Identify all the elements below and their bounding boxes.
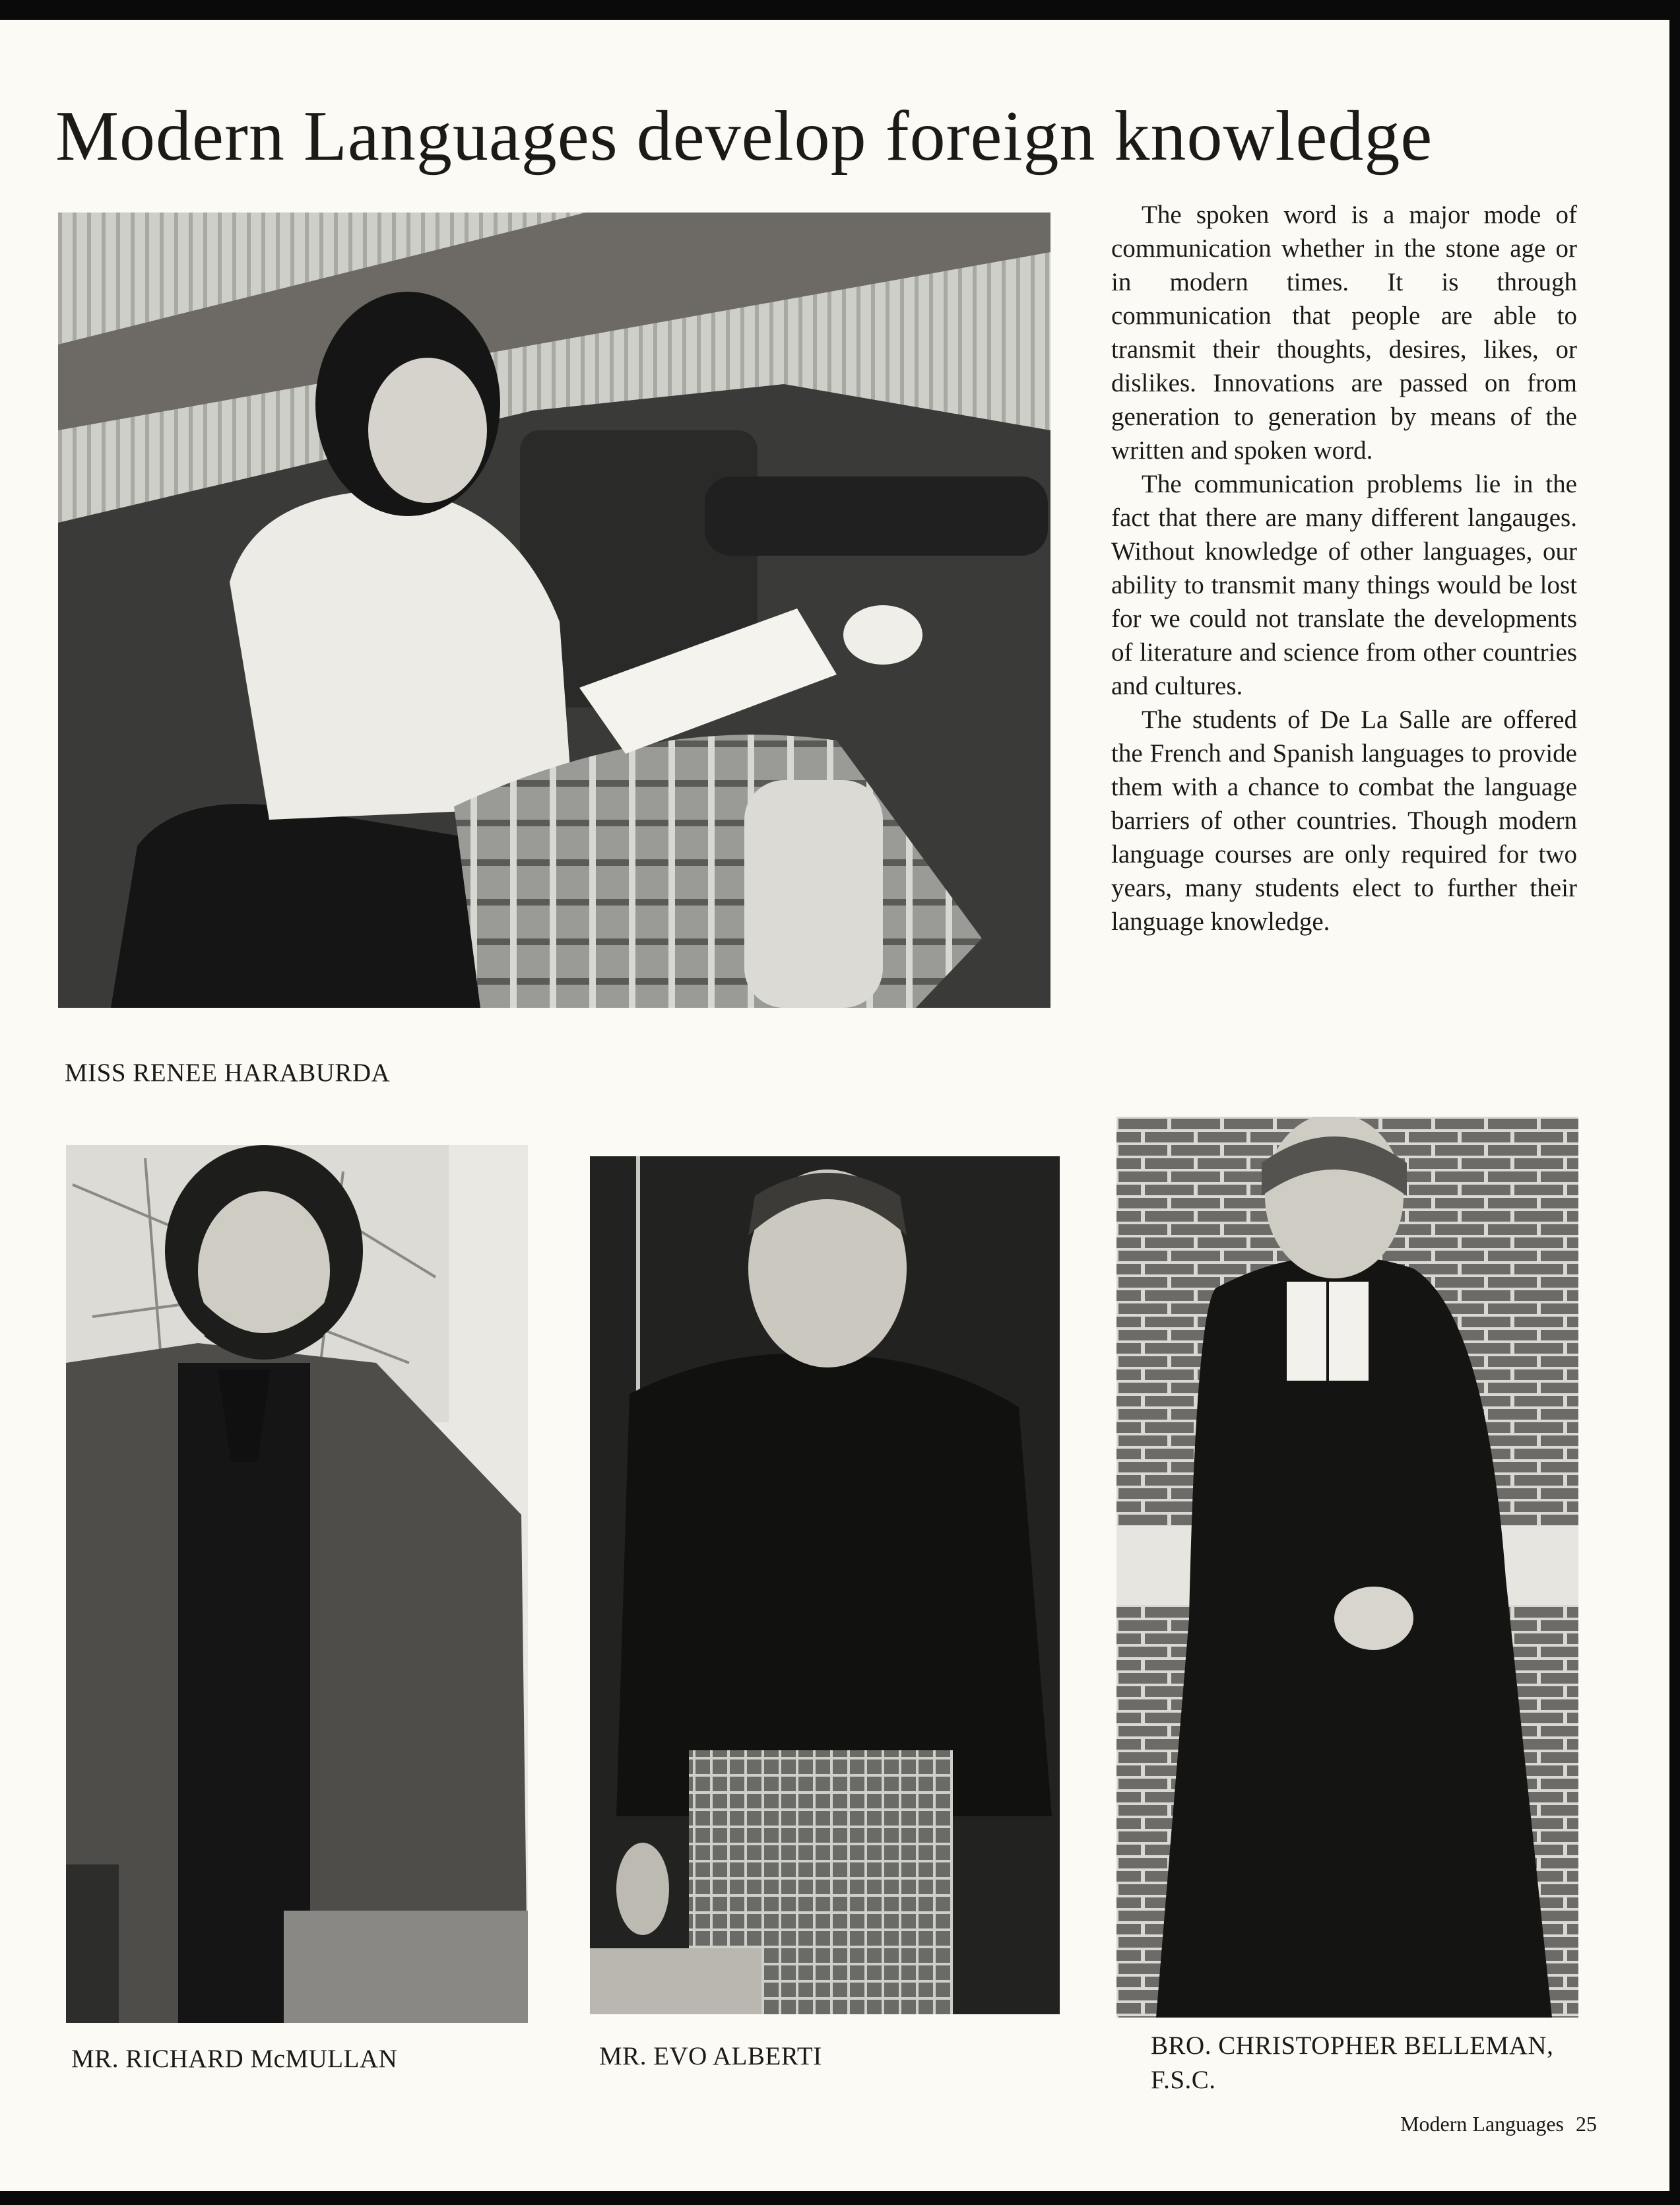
footer-section: Modern Languages: [1400, 2112, 1564, 2136]
photo-evo-alberti: [590, 1156, 1060, 2014]
page-number: 25: [1576, 2112, 1597, 2136]
caption-renee-haraburda: MISS RENEE HARABURDA: [65, 1059, 391, 1087]
caption-evo-alberti: MR. EVO ALBERTI: [599, 2042, 822, 2070]
article-paragraph: The students of De La Salle are offered the French and Spanish languages to provide them with a chance to combat the language barriers of other countries. Though modern language courses are only required for two years, many students elect to further their language knowledge.: [1111, 706, 1577, 936]
bearded-teacher-image: [66, 1145, 528, 2023]
article-paragraph: The communication problems lie in the fact that there are many different langauges. Without knowledge of other languages, our ability to transmit many things would be lost for we could not translate the developments of literature and science from other countries and cultures.: [1111, 470, 1577, 700]
seated-teacher-image: [58, 213, 1050, 1008]
photo-christopher-belleman: [1116, 1117, 1578, 2018]
photo-renee-haraburda: [58, 213, 1050, 1008]
caption-christopher-belleman: BRO. CHRISTOPHER BELLEMAN, F.S.C.: [1151, 2031, 1554, 2094]
caption-richard-mcmullan: MR. RICHARD McMULLAN: [71, 2045, 398, 2073]
yearbook-page: [0, 20, 1669, 2191]
article-paragraph: The spoken word is a major mode of communication whether in the stone age or in modern times. It is through communication that people are able to transmit their thoughts, desires, likes, or dislikes. Innovations are passed on from generation to generation by means of the written and spoken word.: [1111, 201, 1577, 465]
page-title: Modern Languages develop foreign knowledge: [55, 97, 1433, 176]
brother-in-cassock-image: [1116, 1117, 1578, 2018]
photo-richard-mcmullan: [66, 1145, 528, 2023]
article-body: [1111, 198, 1577, 938]
teacher-at-desk-image: [590, 1156, 1060, 2014]
page-footer: [1346, 2111, 1597, 2137]
